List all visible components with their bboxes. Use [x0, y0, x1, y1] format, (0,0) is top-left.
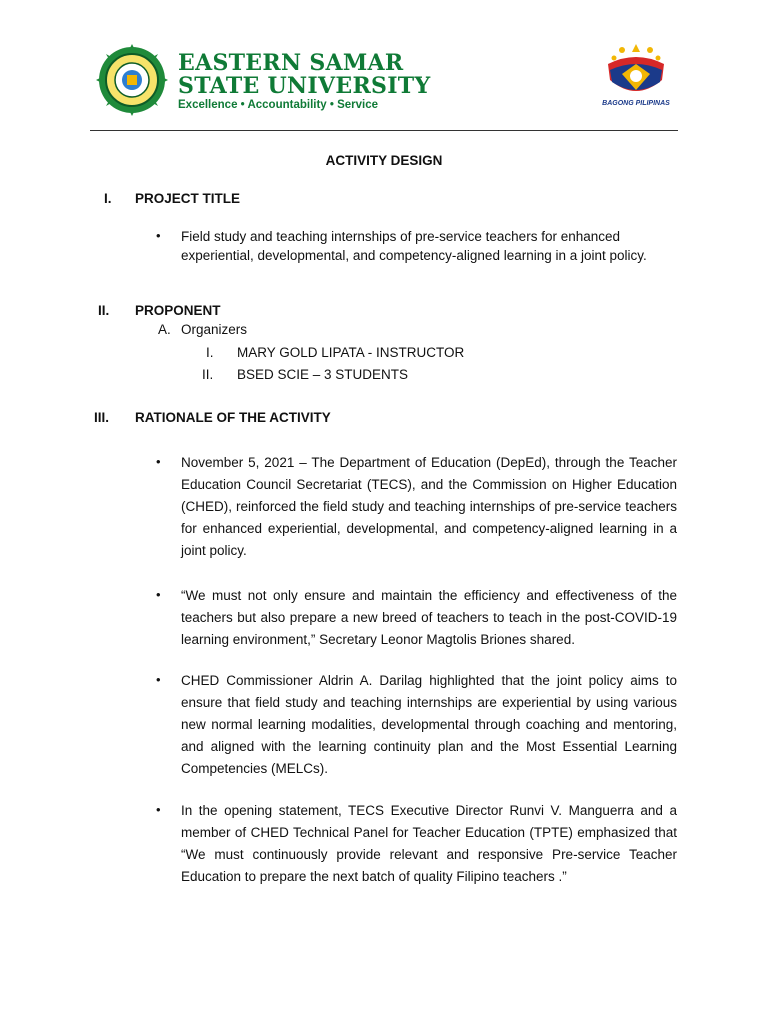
organizers-label: Organizers [181, 322, 248, 337]
header-divider [90, 130, 678, 131]
rationale-paragraph-3: CHED Commissioner Aldrin A. Darilag highlighted that the joint policy aims to ensure that field study and teaching internships are experiential by using various new normal learning modalities, developmental through coaching and mentoring, and aligned with the learning continuity plan and the Most Essential Learning Competencies (MELCs). [181, 673, 677, 776]
rationale-paragraph-1: November 5, 2021 – The Department of Education (DepEd), through the Teacher Education Council Secretariat (TECS), and the Commission on Higher Education (CHED), reinforced the field study and teaching internships of pre-service teachers for enhanced experiential, developmental, and competency-aligned learning in a joint policy. [181, 455, 677, 558]
organizer-1-name: MARY GOLD LIPATA - INSTRUCTOR [237, 345, 465, 360]
organizer-2-name: BSED SCIE – 3 STUDENTS [237, 367, 409, 382]
organizers-letter: A. [158, 322, 171, 337]
section-3-number: III. [94, 410, 110, 425]
bullet-icon: • [156, 587, 161, 602]
section-2-number: II. [98, 303, 110, 318]
section-1-number: I. [104, 191, 112, 206]
bagong-pilipinas-caption: BAGONG PILIPINAS [602, 100, 670, 107]
bagong-pilipinas-logo-icon [596, 40, 676, 100]
rationale-paragraph-4: In the opening statement, TECS Executive Director Runvi V. Manguerra and a member of CHED Technical Panel for Teacher Education (TPTE) emphasized that “We must continuously provide relevant and responsive Pre-service Teacher Education to prepare the next batch of quality Filipino teachers .” [181, 803, 677, 884]
university-seal-icon [96, 44, 168, 116]
bullet-icon: • [156, 672, 161, 687]
organizer-1-number: I. [206, 345, 214, 360]
rationale-paragraph-2: “We must not only ensure and maintain the efficiency and effectiveness of the teachers but also prepare a new breed of teachers to teach in the post-COVID-19 learning environment,” Secretary Leonor Magtolis Briones shared. [181, 588, 677, 647]
bullet-icon: • [156, 802, 161, 817]
section-2-heading: PROPONENT [135, 303, 221, 318]
university-motto: Excellence • Accountability • Service [178, 99, 379, 111]
document-title: ACTIVITY DESIGN [325, 153, 443, 168]
bullet-icon: • [156, 454, 161, 469]
organizer-2-number: II. [202, 367, 214, 382]
section-3-heading: RATIONALE OF THE ACTIVITY [135, 410, 331, 425]
bullet-icon: • [156, 228, 161, 243]
university-name-line2: STATE UNIVERSITY [178, 73, 431, 99]
university-name-line1: EASTERN SAMAR [178, 50, 404, 76]
university-name [178, 52, 430, 98]
letterhead [90, 40, 678, 130]
project-title-text: Field study and teaching internships of pre-service teachers for enhanced experiential, developmental, and competency-aligned learning in a joint policy. [181, 229, 647, 263]
section-1-heading: PROJECT TITLE [135, 191, 241, 206]
